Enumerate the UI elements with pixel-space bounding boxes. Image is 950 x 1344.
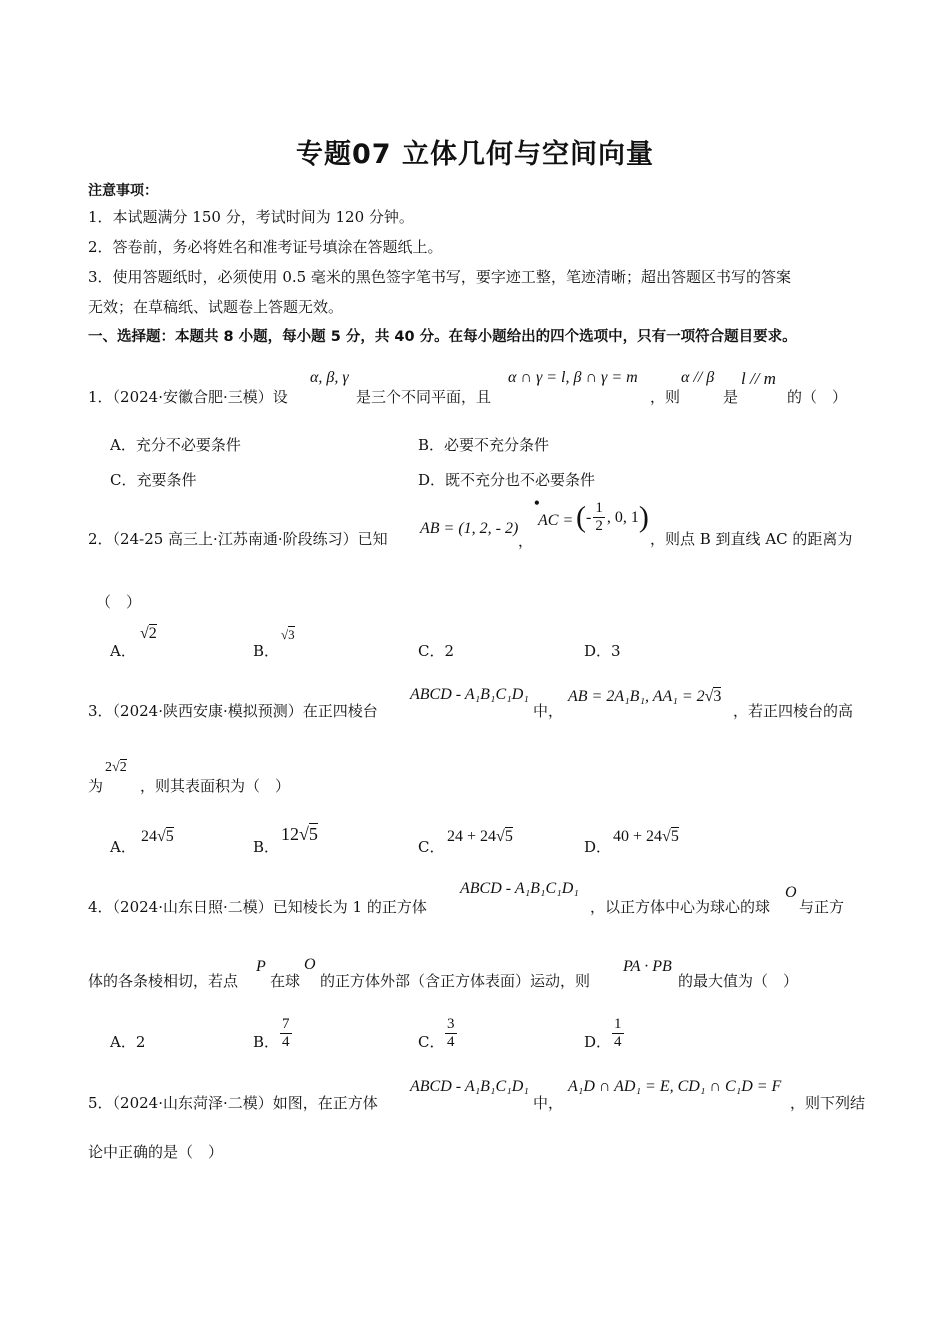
- q4-line2-b: 在球: [270, 972, 301, 990]
- q5-solid: ABCD - A₁B₁C₁D₁: [410, 1078, 529, 1095]
- q4-option-c-value: $\frac{3}{4}$: [447, 1016, 455, 1050]
- q4-line2-c: 的正方体外部（含正方体表面）运动，则: [320, 972, 591, 990]
- q2-vector-arrow-mark: •: [533, 496, 541, 510]
- q2-vector-ac-label: AC =: [538, 512, 574, 529]
- q2-option-b[interactable]: B．: [253, 642, 280, 660]
- q4-option-d[interactable]: D．: [584, 1033, 612, 1051]
- q1-option-c[interactable]: C．充要条件: [110, 471, 197, 489]
- note-item-3-cont: 无效；在草稿纸、试题卷上答题无效。: [88, 298, 344, 316]
- q1-condition: α ∩ γ = l, β ∩ γ = m: [508, 369, 638, 386]
- q4-point-p: P: [256, 958, 266, 975]
- q3-suffix: ，若正四棱台的高: [733, 702, 854, 720]
- q2-option-c[interactable]: C．2: [418, 642, 455, 660]
- q1-prefix: 1．（2024·安徽合肥·三模）设: [88, 388, 288, 406]
- q3-mid: 中，: [533, 702, 564, 720]
- q4-line2-a: 体的各条棱相切，若点: [88, 972, 239, 990]
- q4-prefix: 4．（2024·山东日照·二模）已知棱长为 1 的正方体: [88, 898, 427, 916]
- q1-alpha-parallel-beta: α // β: [681, 369, 715, 386]
- q3-option-a-value: 24√5: [141, 828, 174, 845]
- q3-condition: AB = 2A₁B₁, AA₁ = 2√3: [568, 688, 722, 705]
- notes-heading: 注意事项：: [88, 183, 158, 199]
- q1-text-4: 的（ ）: [787, 388, 848, 406]
- q4-option-c[interactable]: C．: [418, 1033, 445, 1051]
- q2-comma: ，: [518, 532, 534, 550]
- q5-condition: A₁D ∩ AD₁ = E, CD₁ ∩ C₁D = F: [568, 1078, 782, 1095]
- q4-option-d-value: $\frac{1}{4}$: [614, 1016, 622, 1050]
- q3-option-a[interactable]: A．: [110, 838, 136, 856]
- q4-text-2: 与正方: [799, 898, 845, 916]
- q2-prefix: 2．（24-25 高三上·江苏南通·阶段练习）已知: [88, 530, 388, 548]
- q3-line2-prefix: 为: [88, 777, 104, 795]
- q4-sphere-o-2: O: [304, 956, 316, 973]
- q3-option-c-value: 24 + 24√5: [447, 828, 513, 845]
- q1-l-parallel-m: l // m: [741, 369, 776, 388]
- q2-option-a[interactable]: A．: [110, 642, 136, 660]
- note-item-1: 1．本试题满分 150 分，考试时间为 120 分钟。: [88, 208, 414, 226]
- q4-option-b-value: $\frac{7}{4}$: [282, 1016, 290, 1050]
- q3-solid: ABCD - A₁B₁C₁D₁: [410, 686, 529, 703]
- q3-prefix: 3．（2024·陕西安康·模拟预测）在正四棱台: [88, 702, 378, 720]
- note-item-2: 2．答卷前，务必将姓名和准考证号填涂在答题纸上。: [88, 238, 443, 256]
- q3-option-b[interactable]: B．: [253, 838, 280, 856]
- page-title: 专题07 立体几何与空间向量: [296, 139, 654, 170]
- q2-option-b-value: √3: [281, 627, 295, 642]
- q3-option-c[interactable]: C．: [418, 838, 445, 856]
- q4-option-b[interactable]: B．: [253, 1033, 280, 1051]
- note-item-3: 3．使用答题纸时，必须使用 0.5 毫米的黑色签字笔书写，要字迹工整，笔迹清晰；超出答题区书写的答案: [88, 268, 791, 286]
- q3-line2-suffix: ，则其表面积为（ ）: [140, 777, 291, 795]
- q4-solid: ABCD - A₁B₁C₁D₁: [460, 880, 579, 897]
- q2-suffix: ，则点 B 到直线 AC 的距离为: [650, 530, 853, 548]
- q1-text-3: 是: [723, 388, 739, 406]
- q3-option-b-value: 12√5: [281, 824, 318, 844]
- q1-option-a[interactable]: A．充分不必要条件: [110, 436, 241, 454]
- q4-sphere-o: O: [785, 884, 797, 901]
- q3-height: 2√2: [105, 760, 127, 775]
- q5-line2: 论中正确的是（ ）: [88, 1143, 224, 1161]
- q5-prefix: 5．（2024·山东菏泽·二模）如图，在正方体: [88, 1094, 378, 1112]
- q4-line2-d: 的最大值为（ ）: [678, 972, 799, 990]
- q1-option-d[interactable]: D．既不充分也不必要条件: [418, 471, 596, 489]
- q2-option-d[interactable]: D．3: [584, 642, 621, 660]
- q4-option-a[interactable]: A．2: [110, 1033, 146, 1051]
- q5-suffix: ，则下列结: [790, 1094, 866, 1112]
- q1-option-b[interactable]: B．必要不充分条件: [418, 436, 550, 454]
- q3-option-d-value: 40 + 24√5: [613, 828, 679, 845]
- q4-text-1: ，以正方体中心为球心的球: [590, 898, 771, 916]
- q2-option-a-value: √2: [140, 625, 157, 642]
- q1-planes: α, β, γ: [310, 369, 349, 386]
- q4-dot-product: PA · PB: [623, 958, 672, 975]
- q1-text-2: ，则: [650, 388, 681, 406]
- q2-vector-ac: (- $\frac{1}{2}$ , 0, 1): [576, 500, 649, 534]
- q2-blank: （ ）: [96, 593, 142, 611]
- q2-vector-ab: AB = (1, 2, - 2): [420, 520, 519, 537]
- q3-option-d[interactable]: D．: [584, 838, 612, 856]
- section-heading: 一、选择题：本题共 8 小题，每小题 5 分，共 40 分。在每小题给出的四个选项中，只有一项符合题目要求。: [88, 329, 797, 345]
- q5-mid: 中，: [533, 1094, 564, 1112]
- q1-text-1: 是三个不同平面，且: [356, 388, 492, 406]
